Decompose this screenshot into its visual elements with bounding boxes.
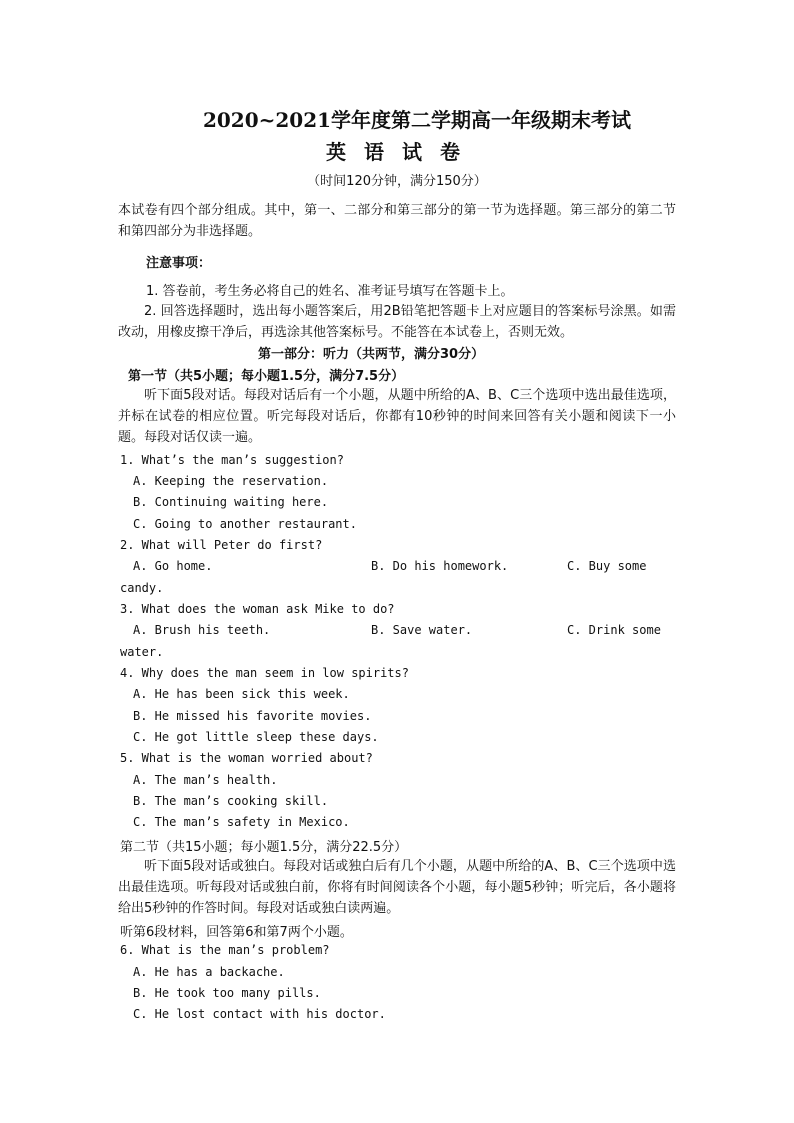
note-1: 1. 答卷前，考生务必将自己的姓名、准考证号填写在答题卡上。 (146, 284, 514, 299)
question-6: 6. What is the man’s problem? (120, 943, 330, 957)
option-1c: C. Going to another restaurant. (133, 517, 357, 531)
option-3c-continued: water. (120, 645, 164, 659)
section1-instructions: 听下面5段对话。每段对话后有一个小题，从题中所给的A、B、C三个选项中选出最佳选项，并标在试卷的相应位置。听完每段对话后，你都有10秒钟的时间来回答有关小题和阅读下一小题。每段对话仅读一遍。 (118, 388, 676, 445)
option-1a: A. Keeping the reservation. (133, 474, 329, 488)
question-2: 2. What will Peter do first? (120, 538, 323, 552)
note-2: 2. 回答选择题时，选出每小题答案后，用2B铅笔把答题卡上对应题目的答案标号涂黑。如需改动，用橡皮擦干净后，再选涂其他答案标号。不能答在本试卷上，否则无效。 (118, 304, 676, 340)
option-5c: C. The man’s safety in Mexico. (133, 815, 350, 829)
time-note: （时间120分钟，满分150分） (307, 174, 487, 189)
part1-title: 第一部分：听力（共两节，满分30分） (258, 347, 485, 362)
option-3a: A. Brush his teeth. (133, 623, 271, 637)
listen-6-instruction: 听第6段材料，回答第6和第7两个小题。 (120, 925, 353, 940)
intro-paragraph: 本试卷有四个部分组成。其中，第一、二部分和第三部分的第一节为选择题。第三部分的第二节和第四部分为非选择题。 (118, 203, 676, 239)
option-4c: C. He got little sleep these days. (133, 730, 379, 744)
option-4a: A. He has been sick this week. (133, 687, 350, 701)
exam-title: 2020~2021学年度第二学期高一年级期末考试 (202, 108, 632, 132)
option-2a: A. Go home. (133, 559, 213, 573)
question-1: 1. What’s the man’s suggestion? (120, 453, 344, 467)
section1-title: 第一节（共5小题；每小题1.5分，满分7.5分） (128, 369, 405, 384)
question-3: 3. What does the woman ask Mike to do? (120, 602, 395, 616)
option-4b: B. He missed his favorite movies. (133, 709, 372, 723)
question-5: 5. What is the woman worried about? (120, 751, 373, 765)
notes-title: 注意事项： (146, 256, 212, 271)
option-6c: C. He lost contact with his doctor. (133, 1007, 386, 1021)
option-2c-continued: candy. (120, 581, 164, 595)
option-2b: B. Do his homework. (371, 559, 509, 573)
option-5a: A. The man’s health. (133, 773, 278, 787)
option-6a: A. He has a backache. (133, 965, 285, 979)
option-2c: C. Buy some (567, 559, 647, 573)
option-1b: B. Continuing waiting here. (133, 495, 329, 509)
option-5b: B. The man’s cooking skill. (133, 794, 329, 808)
section2-instructions: 听下面5段对话或独白。每段对话或独白后有几个小题，从题中所给的A、B、C三个选项中选出最佳选项。听每段对话或独白前，你将有时间阅读各个小题，每小题5秒钟；听完后，各小题将给出5秒钟的作答时间。每段对话或独白读两遍。 (118, 859, 676, 916)
question-4: 4. Why does the man seem in low spirits? (120, 666, 409, 680)
option-6b: B. He took too many pills. (133, 986, 321, 1000)
section2-title: 第二节（共15小题；每小题1.5分，满分22.5分） (120, 840, 408, 855)
exam-subtitle: 英语试卷 (326, 140, 478, 164)
option-3b: B. Save water. (371, 623, 473, 637)
option-3c: C. Drink some (567, 623, 661, 637)
